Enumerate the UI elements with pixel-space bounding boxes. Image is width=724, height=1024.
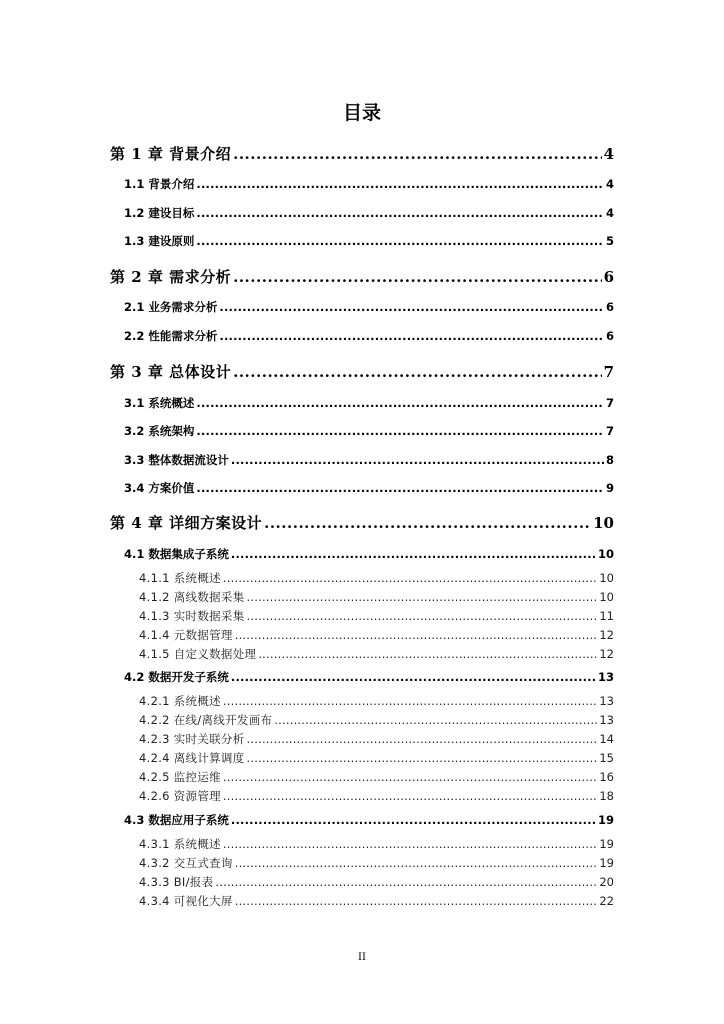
toc-entry-page: 4 xyxy=(605,177,614,191)
dot-leader xyxy=(233,145,601,163)
toc-entry-section[interactable] xyxy=(124,423,614,439)
toc-entry-subsection[interactable] xyxy=(139,769,614,785)
toc-entry-label: 3.1 系统概述 xyxy=(124,396,195,410)
toc-entry-section[interactable] xyxy=(124,669,614,685)
toc-entry-label: 4.1 数据集成子系统 xyxy=(124,547,229,561)
toc-entry-page: 19 xyxy=(599,837,614,851)
toc-entry-label: 4.2.3 实时关联分析 xyxy=(139,732,245,746)
toc-entry-subsection[interactable] xyxy=(139,712,614,728)
toc-entry-page: 10 xyxy=(593,514,614,532)
toc-entry-section[interactable] xyxy=(124,176,614,192)
toc-entry-label: 3.2 系统架构 xyxy=(124,424,195,438)
toc-entry-page: 6 xyxy=(605,300,614,314)
toc-entry-page: 13 xyxy=(599,713,614,727)
dot-leader xyxy=(231,670,596,684)
toc-entry-label: 4.2.5 监控运维 xyxy=(139,770,221,784)
toc-entry-subsection[interactable] xyxy=(139,836,614,852)
toc-entry-section[interactable] xyxy=(124,395,614,411)
toc-entry-chapter-2[interactable] xyxy=(110,266,614,287)
toc-entry-subsection[interactable] xyxy=(139,788,614,804)
toc-entry-page: 5 xyxy=(605,234,614,248)
dot-leader xyxy=(231,547,596,561)
toc-entry-page: 15 xyxy=(599,751,614,765)
dot-leader xyxy=(247,590,598,604)
dot-leader xyxy=(247,751,598,765)
toc-entry-page: 7 xyxy=(605,396,614,410)
toc-entry-label: 4.3.4 可视化大屏 xyxy=(139,894,233,908)
dot-leader xyxy=(223,837,597,851)
toc-entry-subsection[interactable] xyxy=(139,589,614,605)
toc-entry-label: 4.2.1 系统概述 xyxy=(139,694,221,708)
toc-entry-subsection[interactable] xyxy=(139,893,614,909)
toc-entry-subsection[interactable] xyxy=(139,855,614,871)
toc-entry-page: 12 xyxy=(599,628,614,642)
toc-entry-page: 13 xyxy=(599,694,614,708)
toc-entry-label: 4.1.2 离线数据采集 xyxy=(139,590,245,604)
toc-entry-page: 4 xyxy=(603,145,614,163)
toc-entry-subsection[interactable] xyxy=(139,570,614,586)
toc-entry-section[interactable] xyxy=(124,205,614,221)
toc-entry-page: 11 xyxy=(599,609,614,623)
toc-entry-page: 10 xyxy=(599,571,614,585)
dot-leader xyxy=(231,813,596,827)
toc-entry-label: 1.2 建设目标 xyxy=(124,206,195,220)
dot-leader xyxy=(231,453,604,467)
toc-entry-chapter-4[interactable] xyxy=(110,512,614,533)
dot-leader xyxy=(196,396,604,410)
toc-entry-chapter-3[interactable] xyxy=(110,361,614,382)
toc-entry-section[interactable] xyxy=(124,452,614,468)
toc-entry-label: 4.2.6 资源管理 xyxy=(139,789,221,803)
toc-entry-label: 4.3.3 BI/报表 xyxy=(139,875,214,889)
toc-entry-label: 4.2.2 在线/离线开发画布 xyxy=(139,713,273,727)
toc-entry-label: 4.1.1 系统概述 xyxy=(139,571,221,585)
dot-leader xyxy=(233,363,601,381)
toc-title: 目录 xyxy=(342,102,381,124)
dot-leader xyxy=(274,713,597,727)
toc-entry-subsection[interactable] xyxy=(139,874,614,890)
toc-entry-page: 19 xyxy=(599,856,614,870)
dot-leader xyxy=(223,770,597,784)
toc-entry-page: 20 xyxy=(599,875,614,889)
dot-leader xyxy=(247,732,598,746)
toc-entry-page: 7 xyxy=(605,424,614,438)
toc-entry-subsection[interactable] xyxy=(139,627,614,643)
toc-entry-page: 8 xyxy=(605,453,614,467)
toc-entry-label: 第 3 章 总体设计 xyxy=(110,363,232,381)
toc-entry-section[interactable] xyxy=(124,480,614,496)
toc-entry-subsection[interactable] xyxy=(139,608,614,624)
toc-entry-label: 3.3 整体数据流设计 xyxy=(124,453,229,467)
toc-entry-label: 第 2 章 需求分析 xyxy=(110,268,232,286)
dot-leader xyxy=(196,234,604,248)
toc-entry-label: 2.2 性能需求分析 xyxy=(124,329,218,343)
toc-entry-page: 12 xyxy=(599,647,614,661)
toc-entry-label: 第 4 章 详细方案设计 xyxy=(110,514,263,532)
toc-entry-label: 4.3 数据应用子系统 xyxy=(124,813,229,827)
toc-entry-label: 3.4 方案价值 xyxy=(124,481,195,495)
toc-entry-page: 4 xyxy=(605,206,614,220)
toc-entry-subsection[interactable] xyxy=(139,731,614,747)
dot-leader xyxy=(219,329,604,343)
toc-entry-label: 4.3.2 交互式查询 xyxy=(139,856,233,870)
toc-entry-section[interactable] xyxy=(124,299,614,315)
dot-leader xyxy=(247,609,598,623)
toc-entry-subsection[interactable] xyxy=(139,646,614,662)
toc-entry-label: 4.2.4 离线计算调度 xyxy=(139,751,245,765)
toc-entry-page: 18 xyxy=(599,789,614,803)
toc-entry-page: 9 xyxy=(605,481,614,495)
dot-leader xyxy=(196,177,604,191)
toc-entry-page: 6 xyxy=(603,268,614,286)
dot-leader xyxy=(223,789,597,803)
toc-entry-label: 4.2 数据开发子系统 xyxy=(124,670,229,684)
toc-entry-page: 14 xyxy=(599,732,614,746)
toc-entry-page: 16 xyxy=(599,770,614,784)
dot-leader xyxy=(223,694,597,708)
dot-leader xyxy=(196,424,604,438)
dot-leader xyxy=(235,894,598,908)
toc-entry-label: 1.1 背景介绍 xyxy=(124,177,195,191)
toc-entry-section[interactable] xyxy=(124,546,614,562)
toc-entry-label: 4.1.4 元数据管理 xyxy=(139,628,233,642)
toc-entry-subsection[interactable] xyxy=(139,750,614,766)
toc-entry-label: 4.1.3 实时数据采集 xyxy=(139,609,245,623)
toc-entry-subsection[interactable] xyxy=(139,693,614,709)
toc-entry-section[interactable] xyxy=(124,328,614,344)
toc-entry-section[interactable] xyxy=(124,812,614,828)
dot-leader xyxy=(196,206,604,220)
dot-leader xyxy=(233,268,601,286)
toc-entry-label: 2.1 业务需求分析 xyxy=(124,300,218,314)
toc-entry-page: 19 xyxy=(597,813,614,827)
page-number: II xyxy=(358,952,366,963)
toc-entry-page: 6 xyxy=(605,329,614,343)
toc-entry-section[interactable] xyxy=(124,233,614,249)
toc-entry-label: 4.1.5 自定义数据处理 xyxy=(139,647,257,661)
dot-leader xyxy=(235,628,598,642)
toc-entry-page: 7 xyxy=(603,363,614,381)
dot-leader xyxy=(215,875,597,889)
toc-entry-chapter-1[interactable] xyxy=(110,143,614,164)
dot-leader xyxy=(235,856,598,870)
dot-leader xyxy=(223,571,597,585)
dot-leader xyxy=(264,514,591,532)
toc-entry-page: 10 xyxy=(597,547,614,561)
dot-leader xyxy=(219,300,604,314)
toc-entry-page: 13 xyxy=(597,670,614,684)
toc-entry-label: 第 1 章 背景介绍 xyxy=(110,145,232,163)
toc-entry-label: 4.3.1 系统概述 xyxy=(139,837,221,851)
toc-entry-label: 1.3 建设原则 xyxy=(124,234,195,248)
toc-entry-page: 10 xyxy=(599,590,614,604)
dot-leader xyxy=(258,647,597,661)
dot-leader xyxy=(196,481,604,495)
toc-entry-page: 22 xyxy=(599,894,614,908)
